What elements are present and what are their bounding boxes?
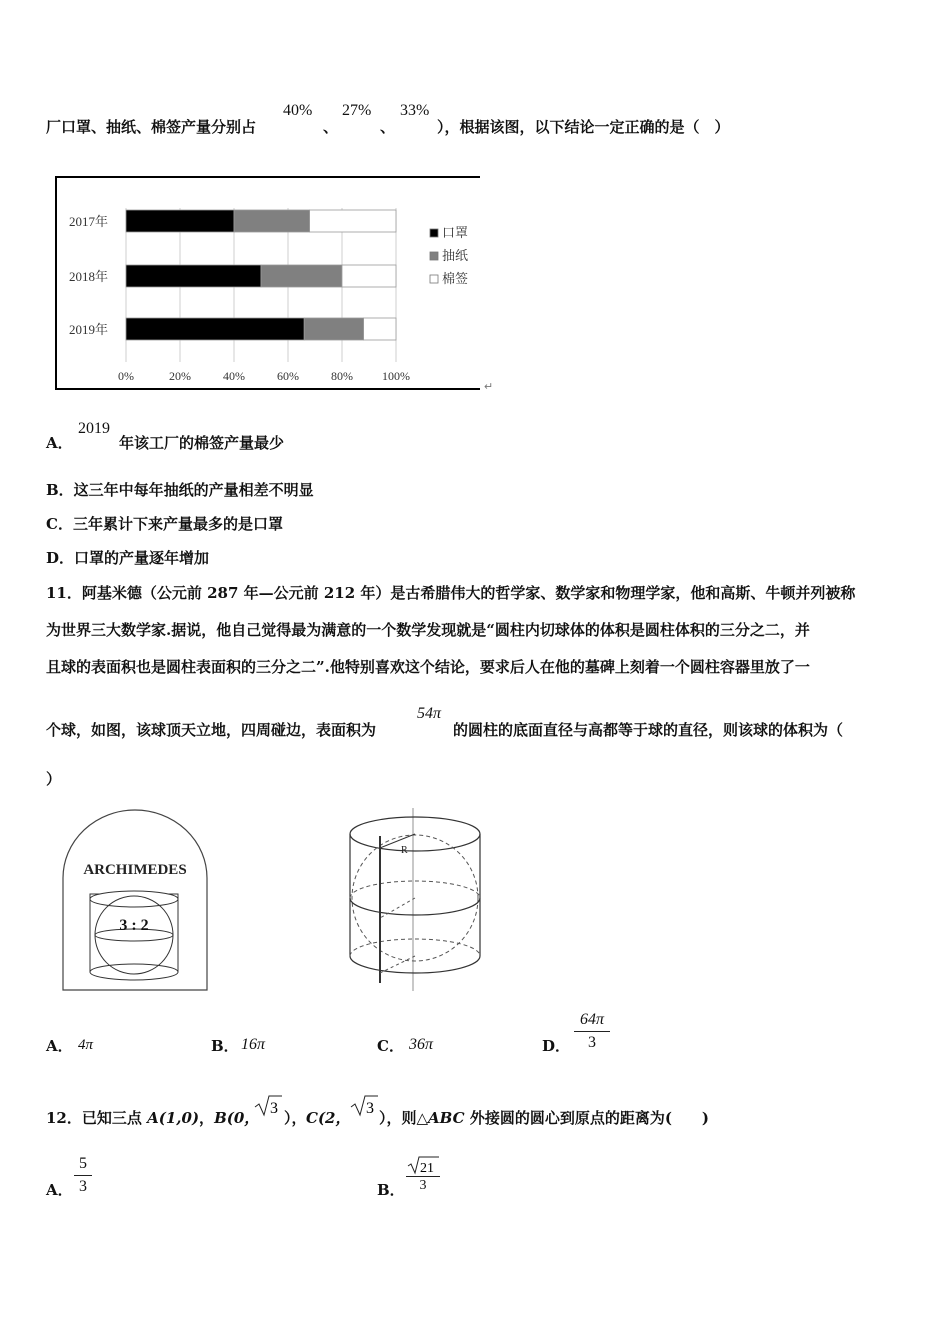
- legend-label: 抽纸: [442, 248, 469, 263]
- q11-option-a-value: 4π: [78, 1037, 94, 1053]
- q11-option-a-label[interactable]: A．: [46, 1037, 73, 1055]
- q10-option-b[interactable]: B．这三年中每年抽纸的产量相差不明显: [46, 481, 314, 499]
- bar-segment-棉签: [364, 318, 396, 340]
- q11-line1: 11．阿基米德（公元前 287 年—公元前 212 年）是古希腊伟大的哲学家、数学家和物理学家，他和高斯、牛顿并列被称: [46, 584, 856, 602]
- x-tick-label: 20%: [169, 369, 191, 383]
- bar-segment-棉签: [342, 265, 396, 287]
- bar-segment-口罩: [126, 318, 304, 340]
- point-b: B(0，: [214, 1109, 260, 1127]
- q11-option-b-label[interactable]: B．: [211, 1037, 239, 1055]
- bar-segment-抽纸: [304, 318, 363, 340]
- tomb-ratio: 3 : 2: [119, 917, 149, 934]
- option-a-text: 年该工厂的棉签产量最少: [119, 434, 285, 452]
- legend-swatch: [430, 229, 438, 237]
- q12-option-b-label[interactable]: B．: [377, 1181, 405, 1199]
- q12-option-a-fraction: [74, 1155, 92, 1196]
- x-tick-label: 100%: [382, 369, 410, 383]
- q12-option-a-label[interactable]: A．: [46, 1181, 73, 1199]
- legend-label: 口罩: [442, 225, 469, 240]
- y-category-label: 2017年: [68, 214, 108, 229]
- q11-surface-area: 54π: [417, 705, 442, 722]
- legend-label: 棉签: [442, 271, 469, 286]
- q12-tail: [379, 1107, 709, 1128]
- fraction-denominator: 3: [79, 1178, 87, 1195]
- q10-pct-tissue: 27%: [342, 102, 372, 119]
- q11-line4a: 个球，如图，该球顶天立地，四周碰边，表面积为: [46, 721, 377, 739]
- q12-option-b-fraction: [406, 1155, 440, 1194]
- bar-segment-口罩: [126, 210, 234, 232]
- q11-option-d-fraction: [574, 1011, 610, 1052]
- archimedes-tomb-figure: [60, 808, 210, 993]
- point-a: A(1,0): [147, 1109, 200, 1127]
- q12-p1: 12．已知三点: [46, 1109, 148, 1127]
- sqrt3-b-radicand: 3: [270, 1100, 278, 1117]
- bar-segment-抽纸: [234, 210, 310, 232]
- x-tick-label: 0%: [118, 369, 134, 383]
- q12-p2: ，: [199, 1109, 215, 1127]
- sqrt21: [406, 1155, 440, 1175]
- q11-option-c-value: 36π: [409, 1036, 434, 1053]
- q11-line3: 且球的表面积也是圆柱表面积的三分之二”.他特别喜欢这个结论，要求后人在他的墓碑上刻着一个圆柱容器里放了一: [46, 658, 810, 676]
- q11-line2: 为世界三大数学家.据说，他自己觉得最为满意的一个数学发现就是“圆柱内切球体的体积是圆柱体积的三分之二，并: [46, 621, 810, 639]
- q10-option-d[interactable]: D．口罩的产量逐年增加: [46, 549, 210, 567]
- q10-intro: 厂口罩、抽纸、棉签产量分别占: [46, 118, 257, 136]
- bar-segment-棉签: [310, 210, 396, 232]
- x-tick-label: 60%: [277, 369, 299, 383]
- y-category-label: 2019年: [68, 322, 108, 337]
- sqrt3-c-radicand: 3: [366, 1100, 374, 1117]
- q10-sep1: 、: [323, 118, 339, 136]
- bar-segment-口罩: [126, 265, 261, 287]
- legend-swatch: [430, 252, 438, 260]
- sqrt3-b: [253, 1093, 283, 1119]
- q10-option-c[interactable]: C．三年累计下来产量最多的是口罩: [46, 515, 283, 533]
- q11-option-d-label[interactable]: D．: [542, 1037, 571, 1055]
- sqrt21-radicand: 21: [420, 1161, 434, 1175]
- q11-line5: ）: [46, 770, 62, 788]
- q10-pct-swab: 33%: [400, 102, 430, 119]
- cylinder-sphere-figure: [340, 808, 490, 993]
- legend-swatch: [430, 275, 438, 283]
- tomb-title: ARCHIMEDES: [83, 862, 187, 878]
- bar-segment-抽纸: [261, 265, 342, 287]
- point-c: C(2，: [306, 1109, 351, 1127]
- q10-outro: ），根据该图，以下结论一定正确的是（ ）: [437, 118, 730, 136]
- q12-p5: 外接圆的圆心到原点的距离为( ): [464, 1109, 710, 1127]
- fraction-denominator: 3: [419, 1178, 427, 1193]
- sqrt3-c: [349, 1093, 379, 1119]
- q12-p4: ），则△: [379, 1109, 429, 1127]
- fraction-denominator: 3: [588, 1034, 596, 1051]
- option-a-year: 2019: [78, 420, 110, 437]
- q11-option-c-label[interactable]: C．: [377, 1037, 404, 1055]
- fraction-numerator: 64π: [579, 1011, 604, 1028]
- return-mark: ↵: [484, 381, 494, 393]
- q10-sep2: 、: [380, 118, 396, 136]
- y-category-label: 2018年: [68, 269, 108, 284]
- radius-label: R: [401, 845, 408, 856]
- q10-pct-mask: 40%: [283, 102, 313, 119]
- triangle-abc: ABC: [428, 1109, 465, 1127]
- q11-line4b: 的圆柱的底面直径与高都等于球的直径，则该球的体积为（: [453, 721, 844, 739]
- q12-p3: ），: [284, 1109, 307, 1127]
- q11-option-b-value: 16π: [241, 1036, 266, 1053]
- q10-option-a[interactable]: [46, 432, 73, 453]
- q10-intro-line: [46, 116, 256, 137]
- x-tick-label: 40%: [223, 369, 245, 383]
- q12-stem: [46, 1107, 259, 1128]
- stacked-bar-chart: [50, 172, 510, 397]
- option-a-label: A．: [46, 434, 73, 452]
- x-tick-label: 80%: [331, 369, 353, 383]
- fraction-numerator: 5: [79, 1155, 87, 1172]
